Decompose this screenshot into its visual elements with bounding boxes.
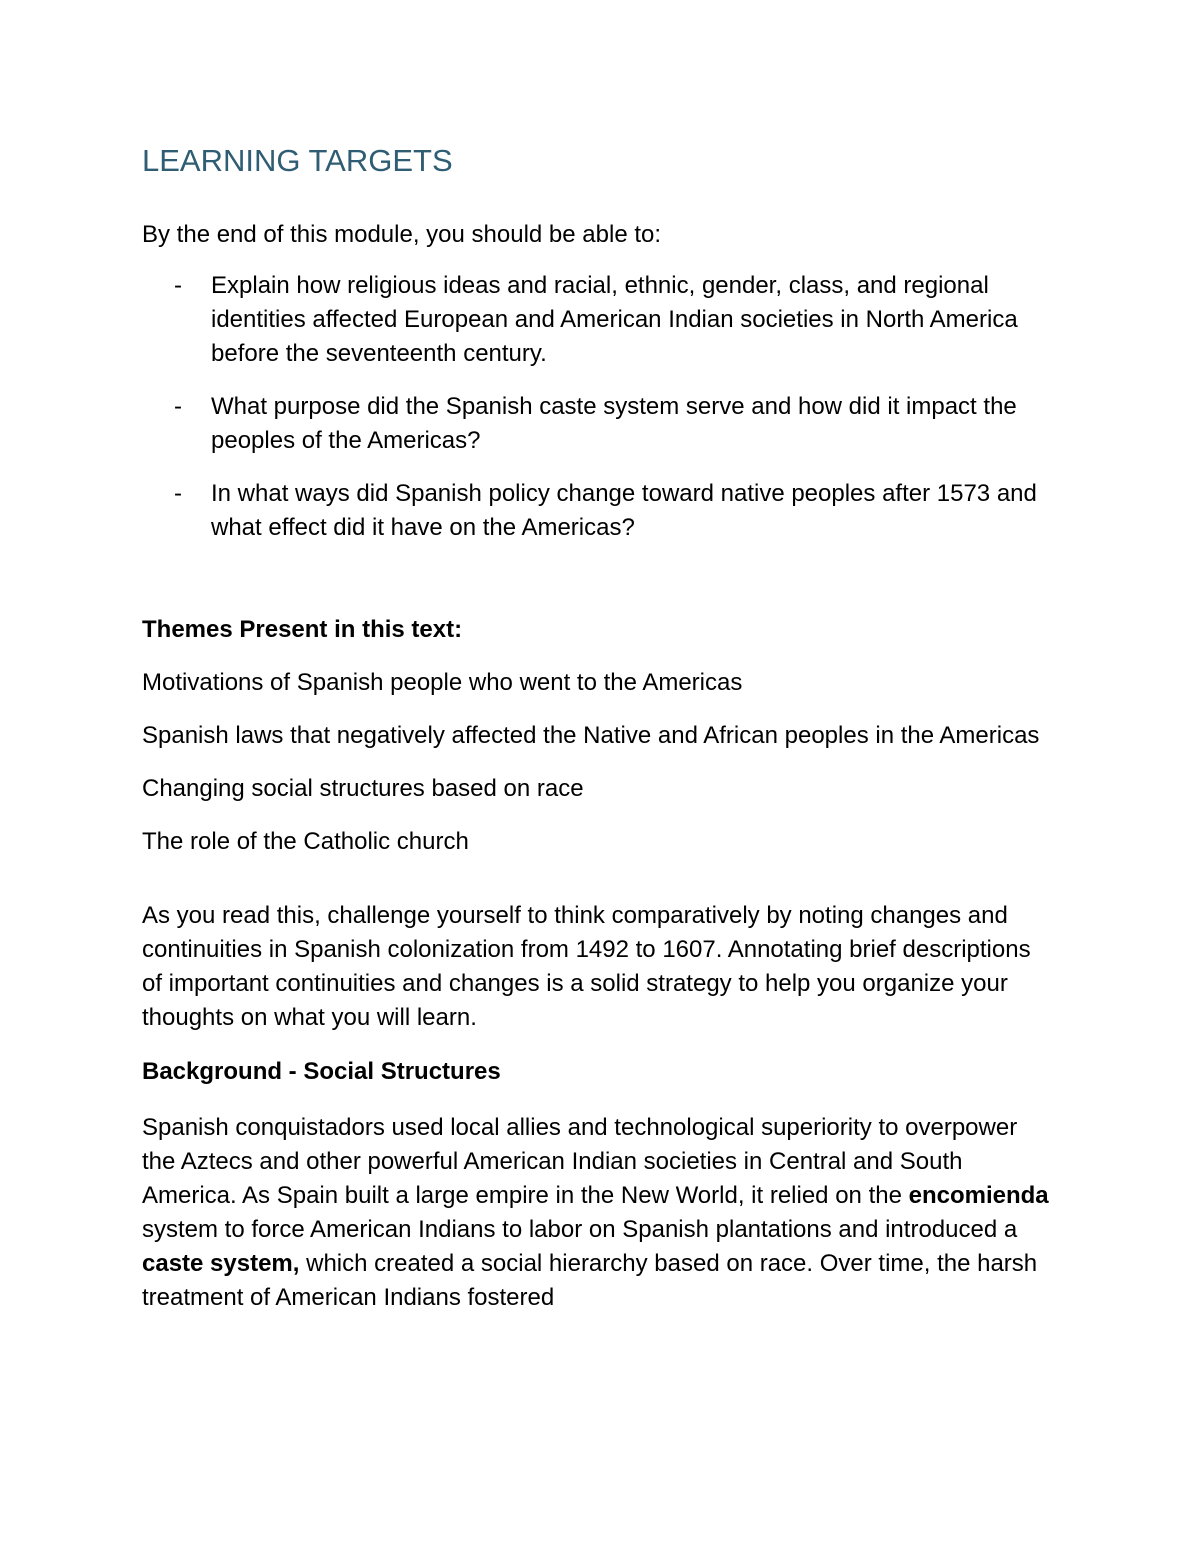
themes-list [142,666,1052,859]
list-item [142,477,1052,545]
document-content [142,142,1052,1315]
bullet-dash: - [174,480,182,507]
bullet-dash: - [174,272,182,299]
theme-item: The role of the Catholic church [142,828,469,855]
reading-note: As you read this, challenge yourself to think comparatively by noting changes and continuities in Spanish colonization from 1492 to 1607. Annotating brief descriptions of important continuities and changes is a solid strategy to help you organize your thoughts on what you will learn. [142,902,1031,1031]
list-item [142,269,1052,371]
theme-item: Spanish laws that negatively affected the Native and African peoples in the Americas [142,722,1040,749]
bullet-dash: - [174,393,182,420]
themes-heading: Themes Present in this text: [142,616,463,643]
body-text: system to force American Indians to labor on Spanish plantations and introduced a [142,1216,1018,1243]
learning-target-text: What purpose did the Spanish caste system serve and how did it impact the peoples of the Americas? [211,393,1017,454]
term-caste-system: caste system, [142,1250,300,1277]
theme-item: Motivations of Spanish people who went to the Americas [142,669,743,696]
learning-target-text: In what ways did Spanish policy change toward native peoples after 1573 and what effect did it have on the Americas? [211,480,1037,541]
learning-target-text: Explain how religious ideas and racial, ethnic, gender, class, and regional identities affected European and American Indian societies in North America before the seventeenth century. [211,272,1018,367]
body-paragraph [142,1111,1052,1315]
theme-item: Changing social structures based on race [142,775,584,802]
section-heading: Background - Social Structures [142,1058,501,1085]
term-encomienda: encomienda [908,1182,1049,1209]
intro-text: By the end of this module, you should be able to: [142,221,662,248]
body-text: Spanish conquistadors used local allies and technological superiority to overpower the Aztecs and other powerful American Indian societies in Central and South America. As Spain built a large empire in the New World, it relied on the [142,1114,1018,1209]
page-title: LEARNING TARGETS [142,143,453,178]
body-text: which created a social hierarchy based on race. Over time, the harsh treatment of American Indians fostered [142,1250,1038,1311]
learning-targets-list [142,269,1052,545]
list-item [142,390,1052,458]
